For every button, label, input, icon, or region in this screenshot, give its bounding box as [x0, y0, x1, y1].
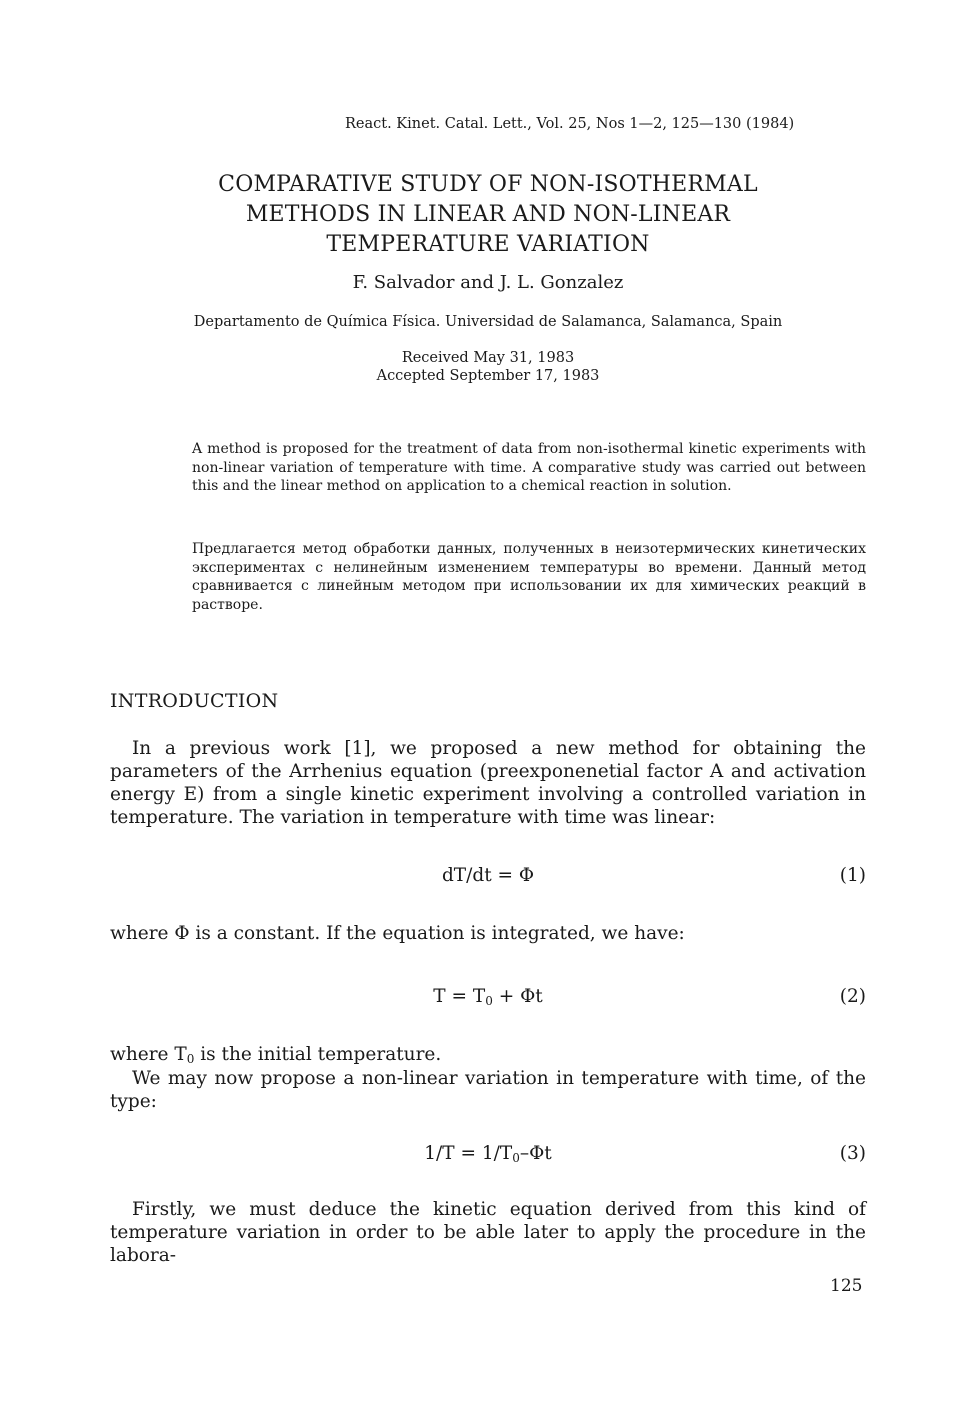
equation-2-expression: $T = T_0 + \Phi t$ — [433, 986, 543, 1008]
received-date: Received May 31, 1983 — [401, 350, 575, 366]
equation-3 — [110, 1143, 866, 1169]
intro-paragraph-5: Firstly, we must deduce the kinetic equation derived from this kind of temperature variation in order to be able later to apply the procedure in the labora- — [110, 1199, 866, 1266]
title-line-3: TEMPERATURE VARIATION — [326, 232, 650, 257]
title-line-1: COMPARATIVE STUDY OF NON-ISOTHERMAL — [218, 172, 758, 197]
authors: F. Salvador and J. L. Gonzalez — [352, 272, 624, 293]
intro-paragraph-2: where Φ is a constant. If the equation is integrated, we have: — [110, 923, 685, 944]
abstract-russian: Предлагается метод обработки данных, полученных в неизотермических кинетических экспериментах с нелинейным изменением температуры во времени. Данный метод сравнивается с линейным методом при использовании их для химических реакций в растворе. — [192, 541, 866, 613]
affiliation: Departamento de Química Física. Universidad de Salamanca, Salamanca, Spain — [193, 314, 783, 330]
abstract-english: A method is proposed for the treatment of data from non-isothermal kinetic experiments with non-linear variation of temperature with time. A comparative study was carried out between this and the linear method on application to a chemical reaction in solution. — [192, 441, 866, 494]
equation-2-number: (2) — [839, 986, 866, 1007]
accepted-date: Accepted September 17, 1983 — [376, 368, 600, 384]
equation-2 — [110, 986, 866, 1012]
equation-1 — [110, 865, 866, 891]
equation-3-expression: $1/T = 1/T_0-\Phi t$ — [424, 1143, 552, 1165]
dates — [110, 349, 866, 385]
intro-paragraph-1: In a previous work [1], we proposed a new method for obtaining the parameters of the Arrhenius equation (preexponenetial factor A and activation energy E) from a single kinetic experiment involving a controlled variation in temperature. The variation in temperature with time was linear: — [110, 738, 866, 828]
paper-title — [110, 170, 866, 260]
equation-1-expression: dT/dt = Φ — [441, 865, 535, 886]
intro-paragraph-4: We may now propose a non-linear variation in temperature with time, of the type: — [110, 1068, 866, 1112]
equation-3-number: (3) — [839, 1143, 866, 1164]
journal-citation: React. Kinet. Catal. Lett., Vol. 25, Nos 1—2, 125—130 (1984) — [345, 116, 795, 132]
section-heading-introduction: INTRODUCTION — [110, 690, 279, 712]
page-number: 125 — [830, 1276, 863, 1296]
equation-1-number: (1) — [839, 865, 866, 886]
intro-paragraph-3: where $T_0$ is the initial temperature. — [110, 1044, 442, 1066]
title-line-2: METHODS IN LINEAR AND NON-LINEAR — [245, 202, 731, 227]
